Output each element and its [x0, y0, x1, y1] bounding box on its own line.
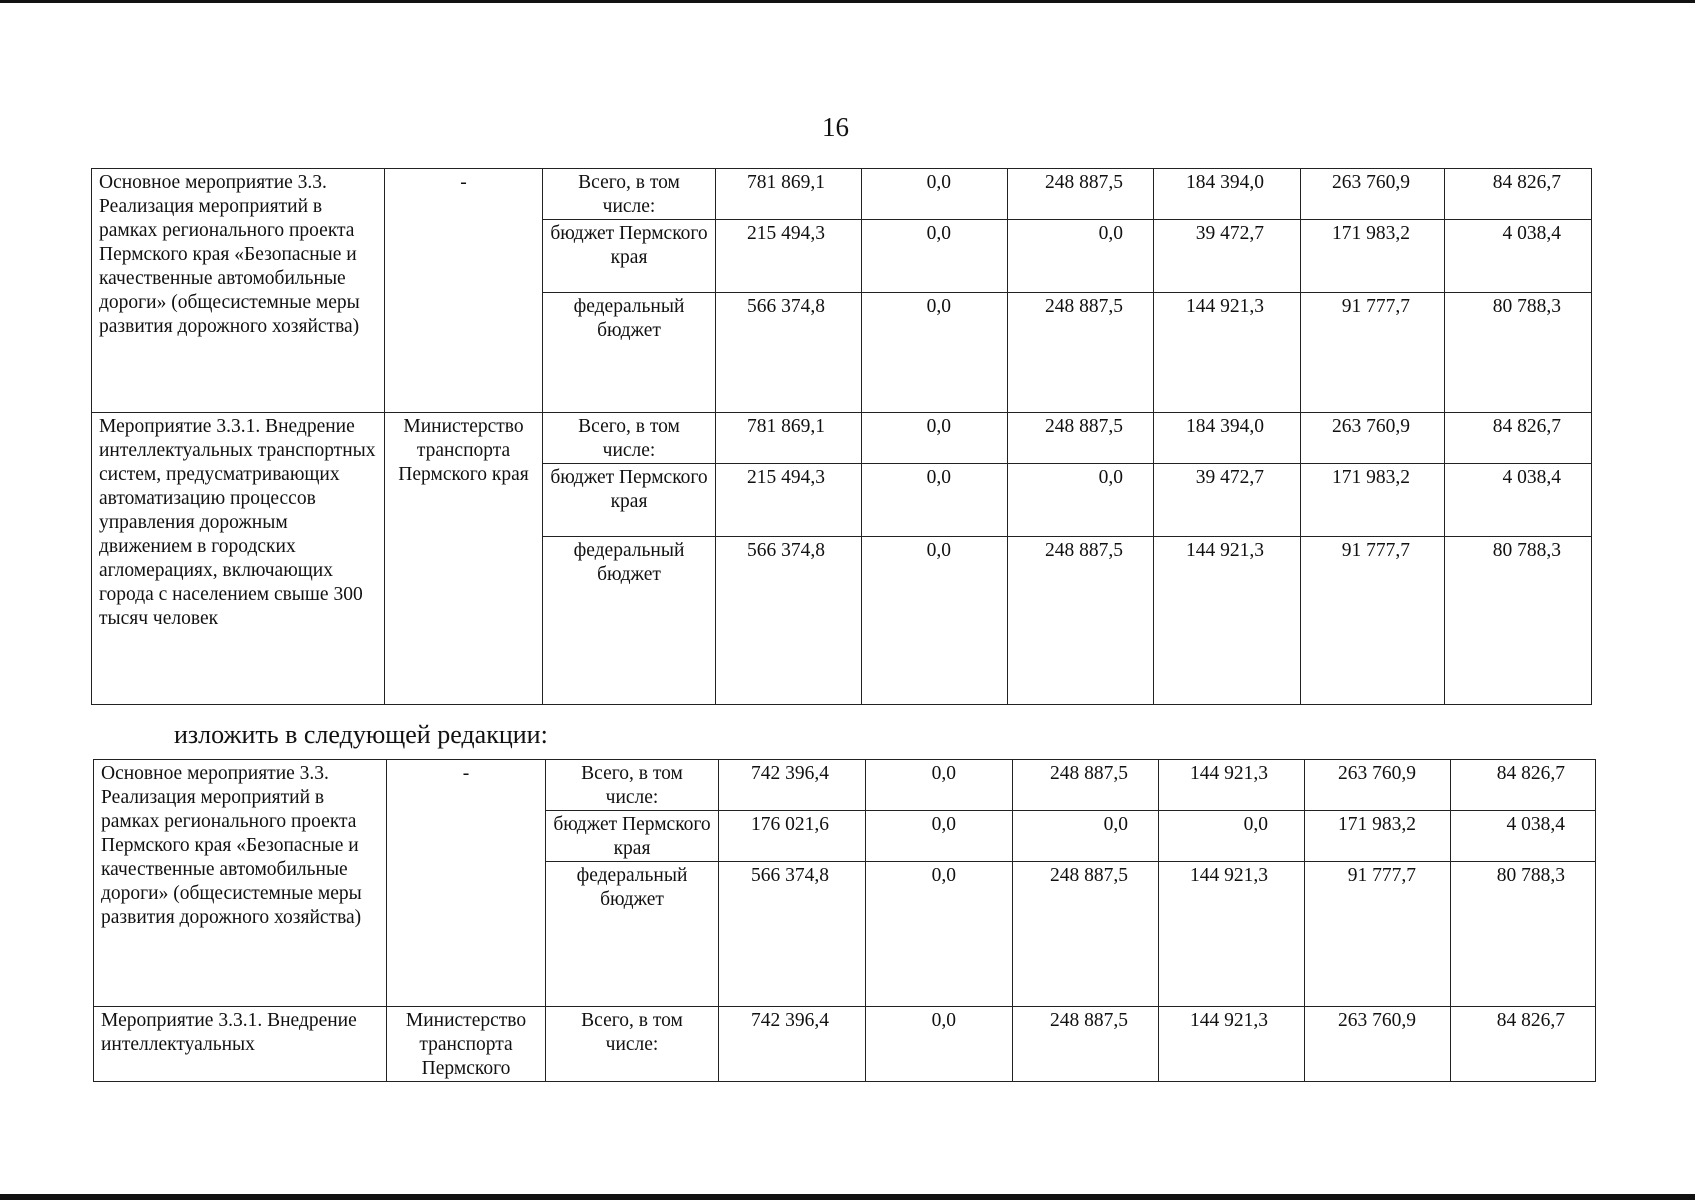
- responsible-cell: -: [387, 760, 546, 1007]
- page-number: 16: [822, 112, 849, 142]
- amount-cell: 91 777,7: [1301, 537, 1445, 705]
- amount-cell: 215 494,3: [716, 464, 862, 537]
- funding-source-cell: федеральный бюджет: [543, 537, 716, 705]
- amount-cell: 0,0: [862, 413, 1008, 464]
- amount-cell: 248 887,5: [1008, 293, 1154, 413]
- measure-name-cell: Основное мероприятие 3.3. Реализация мероприятий в рамках регионального проекта Пермского края «Безопасные и качественные автомобильные дороги» (общесистемные меры развития дорожного хозяйства): [92, 169, 385, 413]
- funding-source-cell: бюджет Пермского края: [543, 220, 716, 293]
- amount-cell: 4 038,4: [1445, 464, 1592, 537]
- measure-name-cell: Мероприятие 3.3.1. Внедрение интеллектуальных транспортных систем, предусматривающих автоматизацию процессов управления дорожным движением в городских агломерациях, включающих города с населением свыше 300 тысяч человек: [92, 413, 385, 705]
- amount-cell: 91 777,7: [1305, 862, 1451, 1007]
- amount-cell: 263 760,9: [1301, 169, 1445, 220]
- amount-cell: 39 472,7: [1154, 464, 1301, 537]
- amount-cell: 171 983,2: [1301, 220, 1445, 293]
- amount-cell: 0,0: [866, 760, 1013, 811]
- amount-cell: 0,0: [862, 537, 1008, 705]
- amount-cell: 171 983,2: [1305, 811, 1451, 862]
- amount-cell: 248 887,5: [1013, 1007, 1159, 1082]
- amount-cell: 176 021,6: [719, 811, 866, 862]
- amount-cell: 0,0: [1013, 811, 1159, 862]
- table-row: [94, 1007, 1596, 1082]
- financing-table-new: [93, 759, 1596, 1082]
- amount-cell: 263 760,9: [1301, 413, 1445, 464]
- amount-cell: 144 921,3: [1159, 1007, 1305, 1082]
- amount-cell: 0,0: [866, 862, 1013, 1007]
- responsible-cell: Министерство транспорта Пермского края: [385, 413, 543, 705]
- amount-cell: 39 472,7: [1154, 220, 1301, 293]
- funding-source-cell: бюджет Пермского края: [543, 464, 716, 537]
- amount-cell: 781 869,1: [716, 169, 862, 220]
- amount-cell: 0,0: [866, 811, 1013, 862]
- table-row: [92, 413, 1592, 464]
- amount-cell: 263 760,9: [1305, 1007, 1451, 1082]
- amount-cell: 144 921,3: [1154, 537, 1301, 705]
- funding-source-cell: федеральный бюджет: [543, 293, 716, 413]
- amount-cell: 91 777,7: [1301, 293, 1445, 413]
- amount-cell: 184 394,0: [1154, 413, 1301, 464]
- amount-cell: 84 826,7: [1451, 1007, 1596, 1082]
- amendment-caption: изложить в следующей редакции:: [174, 720, 548, 749]
- amount-cell: 84 826,7: [1451, 760, 1596, 811]
- amount-cell: 0,0: [862, 220, 1008, 293]
- amount-cell: 4 038,4: [1451, 811, 1596, 862]
- amount-cell: 566 374,8: [716, 293, 862, 413]
- amount-cell: 248 887,5: [1008, 169, 1154, 220]
- amount-cell: 0,0: [1159, 811, 1305, 862]
- amount-cell: 248 887,5: [1013, 862, 1159, 1007]
- amount-cell: 0,0: [866, 1007, 1013, 1082]
- amount-cell: 84 826,7: [1445, 413, 1592, 464]
- amount-cell: 742 396,4: [719, 760, 866, 811]
- amount-cell: 263 760,9: [1305, 760, 1451, 811]
- funding-source-cell: Всего, в том числе:: [543, 169, 716, 220]
- amount-cell: 248 887,5: [1013, 760, 1159, 811]
- funding-source-cell: Всего, в том числе:: [543, 413, 716, 464]
- table-row: [92, 169, 1592, 220]
- amount-cell: 566 374,8: [716, 537, 862, 705]
- amount-cell: 0,0: [1008, 220, 1154, 293]
- amount-cell: 144 921,3: [1154, 293, 1301, 413]
- amount-cell: 781 869,1: [716, 413, 862, 464]
- financing-table-old: [91, 168, 1592, 705]
- amount-cell: 84 826,7: [1445, 169, 1592, 220]
- measure-name-cell: Мероприятие 3.3.1. Внедрение интеллектуальных: [94, 1007, 387, 1082]
- amount-cell: 80 788,3: [1445, 293, 1592, 413]
- funding-source-cell: федеральный бюджет: [546, 862, 719, 1007]
- amount-cell: 566 374,8: [719, 862, 866, 1007]
- table-row: [94, 760, 1596, 811]
- amount-cell: 144 921,3: [1159, 760, 1305, 811]
- responsible-cell: Министерство транспорта Пермского: [387, 1007, 546, 1082]
- funding-source-cell: бюджет Пермского края: [546, 811, 719, 862]
- amount-cell: 215 494,3: [716, 220, 862, 293]
- amount-cell: 171 983,2: [1301, 464, 1445, 537]
- amount-cell: 184 394,0: [1154, 169, 1301, 220]
- amount-cell: 0,0: [862, 293, 1008, 413]
- funding-source-cell: Всего, в том числе:: [546, 760, 719, 811]
- amount-cell: 248 887,5: [1008, 537, 1154, 705]
- amount-cell: 742 396,4: [719, 1007, 866, 1082]
- amount-cell: 0,0: [1008, 464, 1154, 537]
- scan-edge-top: [0, 0, 1695, 3]
- amount-cell: 248 887,5: [1008, 413, 1154, 464]
- amount-cell: 80 788,3: [1451, 862, 1596, 1007]
- amount-cell: 80 788,3: [1445, 537, 1592, 705]
- measure-name-cell: Основное мероприятие 3.3. Реализация мероприятий в рамках регионального проекта Пермского края «Безопасные и качественные автомобильные дороги» (общесистемные меры развития дорожного хозяйства): [94, 760, 387, 1007]
- responsible-cell: -: [385, 169, 543, 413]
- amount-cell: 0,0: [862, 169, 1008, 220]
- funding-source-cell: Всего, в том числе:: [546, 1007, 719, 1082]
- scan-edge-bottom: [0, 1194, 1695, 1200]
- amount-cell: 144 921,3: [1159, 862, 1305, 1007]
- amount-cell: 4 038,4: [1445, 220, 1592, 293]
- amount-cell: 0,0: [862, 464, 1008, 537]
